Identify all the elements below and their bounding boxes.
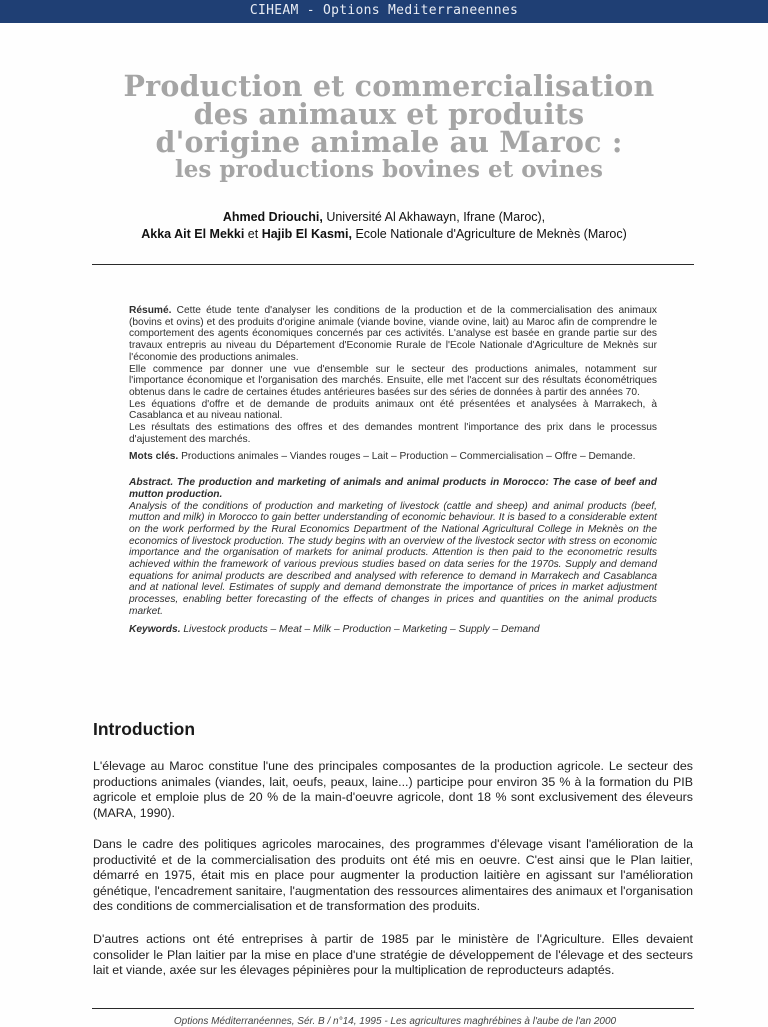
footer-citation: Options Méditerranéennes, Sér. B / n°14, 1995 - Les agricultures maghrébines à l'aube de l'an 2000: [173, 1016, 617, 1027]
author-name: Akka Ait El Mekki: [141, 227, 245, 241]
article-title: [60, 69, 718, 184]
title-line-1: Production et commercialisation: [123, 69, 655, 103]
author-line-1: [40, 209, 728, 226]
mots-cles: [129, 451, 657, 463]
article-subtitle: les productions bovines et ovines: [175, 156, 603, 183]
mots-cles-text: Productions animales – Viandes rouges – Lait – Production – Commercialisation – Offre – Demande.: [178, 451, 636, 463]
journal-name: CIHEAM - Options Mediterraneennes: [249, 3, 519, 18]
author-name: Ahmed Driouchi,: [222, 210, 323, 224]
keywords: [129, 624, 657, 636]
keywords-text: Livestock products – Meat – Milk – Production – Marketing – Supply – Demand: [180, 623, 540, 635]
resume-paragraph: [129, 305, 657, 364]
author-affiliation: Ecole Nationale d'Agriculture de Meknès (Maroc): [352, 227, 627, 241]
author-name: Hajib El Kasmi,: [261, 227, 352, 241]
footer-rule: [92, 1008, 694, 1009]
resume-paragraph-2: Elle commence par donner une vue d'ensemble sur le secteur des productions animales, notamment sur l'importance économique et l'organisation des marchés. Ensuite, elle met l'accent sur des résultats économétriques obtenus dans le cadre de certaines études antérieures basées sur des séries de données à partir des années 70.: [129, 363, 657, 398]
resume-text: Cette étude tente d'analyser les conditions de la production et de la commercialisation des animaux (bovins et ovins) et des produits d'origine animale (viande bovine, viande ovine, lait) au Maroc afin de comprendre le comportement des agents économiques concernés par ces activités. L'analyse est basée en grande partie sur des travaux entrepris au niveau du Département d'Economie Rurale de l'Ecole Nationale d'Agriculture de Meknès sur l'économie des productions animales.: [129, 305, 657, 363]
author-line-2: [40, 226, 728, 243]
paragraph-text: D'autres actions ont été entreprises à partir de 1985 par le ministère de l'Agriculture. Elles devaient consolider le Plan laitier par la mise en place d'une stratégie de développement de l'élevage et des secteurs lait et viande, axée sur les élevages pépinières pour la multiplication de reproducteurs adaptés.: [93, 932, 693, 978]
intro-paragraph-3: [93, 932, 693, 979]
keywords-label: Keywords.: [129, 623, 181, 635]
title-line-2: des animaux et produits: [193, 97, 585, 131]
author-list: [40, 209, 728, 243]
abstract-en-title: Abstract. The production and marketing of animals and animal products in Morocco: The case of beef and mutton production.: [129, 477, 657, 500]
resume-label: Résumé.: [129, 305, 172, 316]
paragraph-text: L'élevage au Maroc constitue l'une des principales composantes de la production agricole. Le secteur des productions animales (viandes, lait, oeufs, peaux, laine...) participe pour environ 35 % à la formation du PIB agricole et emploie plus de 20 % de la main-d'oeuvre agricole, dont 18 % sont exclusivement des éleveurs (MARA, 1990).: [93, 759, 693, 820]
resume-paragraph-4: Les résultats des estimations des offres et des demandes montrent l'importance des prix dans le processus d'ajustement des marchés.: [129, 422, 657, 445]
intro-paragraph-2: [93, 837, 693, 915]
mots-cles-label: Mots clés.: [129, 451, 179, 463]
abstract-en-body: Analysis of the conditions of production and marketing of livestock (cattle and sheep) and animal products (beef, mutton and milk) in Morocco to gain better understanding of economic behaviour. It is based to a considerable extent on the work performed by the Rural Economics Department of the National Agricultural College in Meknès on the economics of livestock production. The study begins with an overview of the livestock sector with stress on economic importance and the organisation of markets for animal products. Attention is then paid to the econometric results achieved within the framework of various previous studies based on data series for the 1970s. Supply and demand equations for animal products are described and analysed with reference to demand in Marrakech and Casablanca and at national level. Estimates of supply and demand demonstrate the importance of prices in market adjustment processes, enabling better forecasting of the effects of changes in prices and quantities on the animal products market.: [129, 500, 657, 617]
journal-header-bar: [0, 0, 768, 23]
author-conjunction: et: [244, 227, 262, 241]
author-affiliation: Université Al Akhawayn, Ifrane (Maroc),: [322, 210, 546, 224]
divider-rule: [92, 264, 694, 265]
abstract-section: [129, 305, 657, 635]
intro-paragraph-1: [93, 759, 693, 821]
paragraph-text: Dans le cadre des politiques agricoles marocaines, des programmes d'élevage visant l'amélioration de la productivité et de la commercialisation des produits ont été mis en oeuvre. C'est ainsi que le Plan laitier, démarré en 1975, était mis en place pour augmenter la production laitière en agissant sur l'amélioration génétique, l'encadrement sanitaire, l'augmentation des ressources alimentaires des animaux et l'organisation des conditions de commercialisation et de transformation des produits.: [93, 837, 693, 914]
section-heading-introduction: Introduction: [93, 719, 196, 739]
resume-paragraph-3: Les équations d'offre et de demande de produits animaux ont été présentées et analysées à Marrakech, à Casablanca et au niveau national.: [129, 398, 657, 422]
title-line-3: d'origine animale au Maroc :: [155, 125, 623, 159]
